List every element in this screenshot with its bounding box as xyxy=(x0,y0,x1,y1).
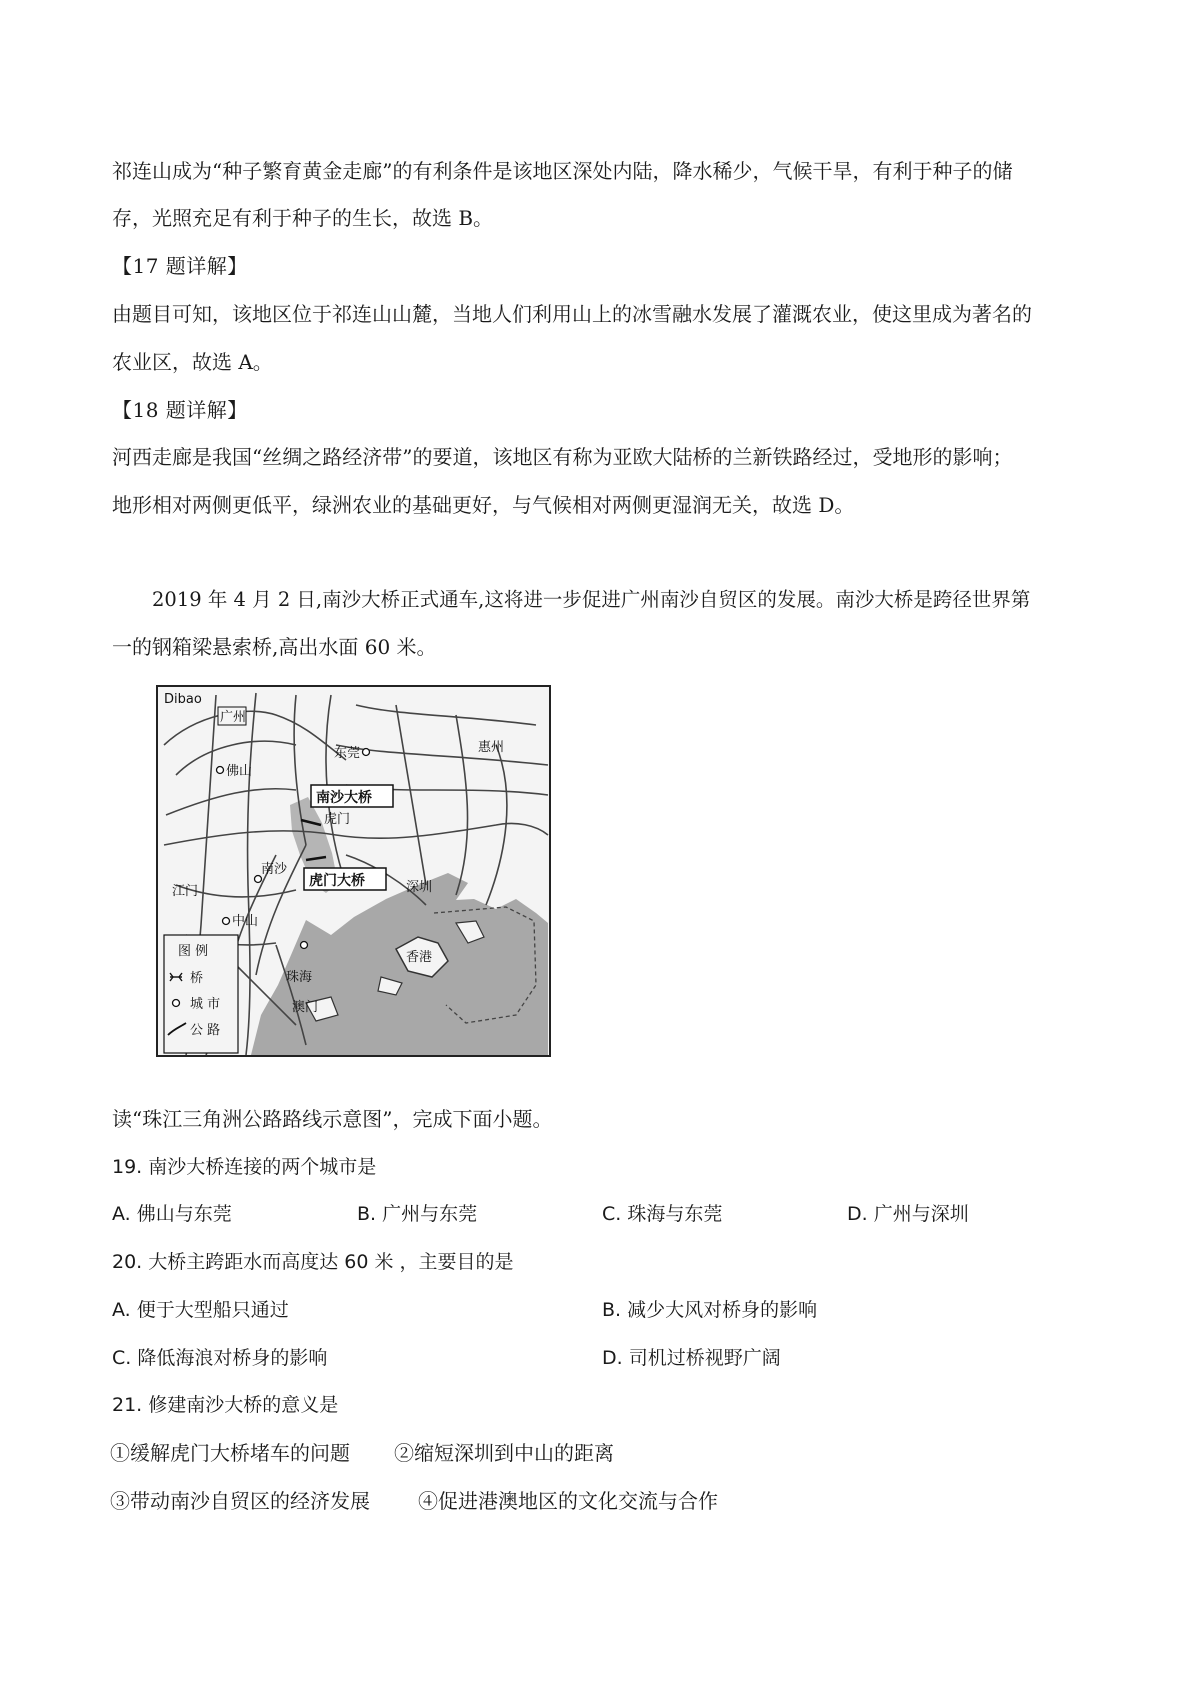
analysis-paragraph-17-line-2: 农业区，故选 A。 xyxy=(112,350,273,374)
map-label-macau: 澳门 xyxy=(292,1000,319,1015)
map-legend xyxy=(164,935,238,1053)
question-21-stem: 21. 修建南沙大桥的意义是 xyxy=(112,1394,339,1416)
map-label-zhuhai: 珠海 xyxy=(286,970,313,985)
map-label-dongguan: 东莞 xyxy=(334,746,361,761)
legend-road-label: 公 路 xyxy=(190,1023,221,1038)
question-19-option-d: D. 广州与深圳 xyxy=(847,1203,969,1225)
map-label-nansha-bridge: 南沙大桥 xyxy=(316,790,372,806)
map-label-guangzhou: 广州 xyxy=(220,710,247,725)
question-20-option-d: D. 司机过桥视野广阔 xyxy=(602,1347,781,1369)
map-label-zhongshan: 中山 xyxy=(232,914,259,929)
map-label-humen: 虎门 xyxy=(324,812,351,827)
legend-bridge-label: 桥 xyxy=(190,971,204,986)
map-svg xyxy=(156,685,551,1057)
question-19-option-b: B. 广州与东莞 xyxy=(357,1203,478,1225)
question-21-statement-4: ④促进港澳地区的文化交流与合作 xyxy=(418,1489,718,1513)
map-label-humen-bridge: 虎门大桥 xyxy=(309,873,365,889)
analysis-paragraph-16-line-1: 祁连山成为“种子繁育黄金走廊”的有利条件是该地区深处内陆，降水稀少，气候干旱，有利于种子的储 xyxy=(112,159,1013,183)
pearl-river-delta-road-map xyxy=(156,685,551,1057)
question-17-heading: 【17 题详解】 xyxy=(112,254,248,278)
map-watermark: Dibao xyxy=(164,692,202,707)
intro-line-1: 2019 年 4 月 2 日,南沙大桥正式通车,这将进一步促进广州南沙自贸区的发展。南沙大桥是跨径世界第 xyxy=(152,588,1031,611)
instruction-text: 读“珠江三角洲公路路线示意图”，完成下面小题。 xyxy=(112,1107,553,1131)
intro-line-2: 一的钢箱梁悬索桥,高出水面 60 米。 xyxy=(112,635,437,659)
legend-city-label: 城 市 xyxy=(190,997,221,1012)
question-21-statement-2: ②缩短深圳到中山的距离 xyxy=(394,1441,614,1465)
question-20-option-b: B. 减少大风对桥身的影响 xyxy=(602,1299,818,1321)
question-19-stem: 19. 南沙大桥连接的两个城市是 xyxy=(112,1156,377,1178)
question-19-option-c: C. 珠海与东莞 xyxy=(602,1203,723,1225)
question-18-heading: 【18 题详解】 xyxy=(112,398,248,422)
legend-title: 图 例 xyxy=(178,944,209,959)
question-20-stem: 20. 大桥主跨距水而高度达 60 米 ，主要目的是 xyxy=(112,1251,514,1273)
analysis-paragraph-18-line-2: 地形相对两侧更低平，绿洲农业的基础更好，与气候相对两侧更湿润无关，故选 D。 xyxy=(112,493,855,517)
question-20-option-c: C. 降低海浪对桥身的影响 xyxy=(112,1347,328,1369)
question-20-option-a: A. 便于大型船只通过 xyxy=(112,1299,289,1321)
map-label-huizhou: 惠州 xyxy=(478,740,505,755)
map-label-shenzhen: 深圳 xyxy=(406,880,433,895)
question-21-statement-1: ①缓解虎门大桥堵车的问题 xyxy=(110,1441,350,1465)
map-label-jiangmen: 江门 xyxy=(172,884,199,899)
map-label-hongkong: 香港 xyxy=(406,950,433,965)
question-21-statement-3: ③带动南沙自贸区的经济发展 xyxy=(110,1489,370,1513)
map-label-nansha: 南沙 xyxy=(261,862,288,877)
analysis-paragraph-17-line-1: 由题目可知，该地区位于祁连山山麓，当地人们利用山上的冰雪融水发展了灌溉农业，使这里成为著名的 xyxy=(112,302,1032,326)
map-label-foshan: 佛山 xyxy=(226,764,253,779)
analysis-paragraph-16-line-2: 存，光照充足有利于种子的生长，故选 B。 xyxy=(112,206,494,230)
analysis-paragraph-18-line-1: 河西走廊是我国“丝绸之路经济带”的要道，该地区有称为亚欧大陆桥的兰新铁路经过，受地形的影响； xyxy=(112,445,1013,469)
question-19-option-a: A. 佛山与东莞 xyxy=(112,1203,232,1225)
city-dot-icon xyxy=(173,1000,180,1007)
